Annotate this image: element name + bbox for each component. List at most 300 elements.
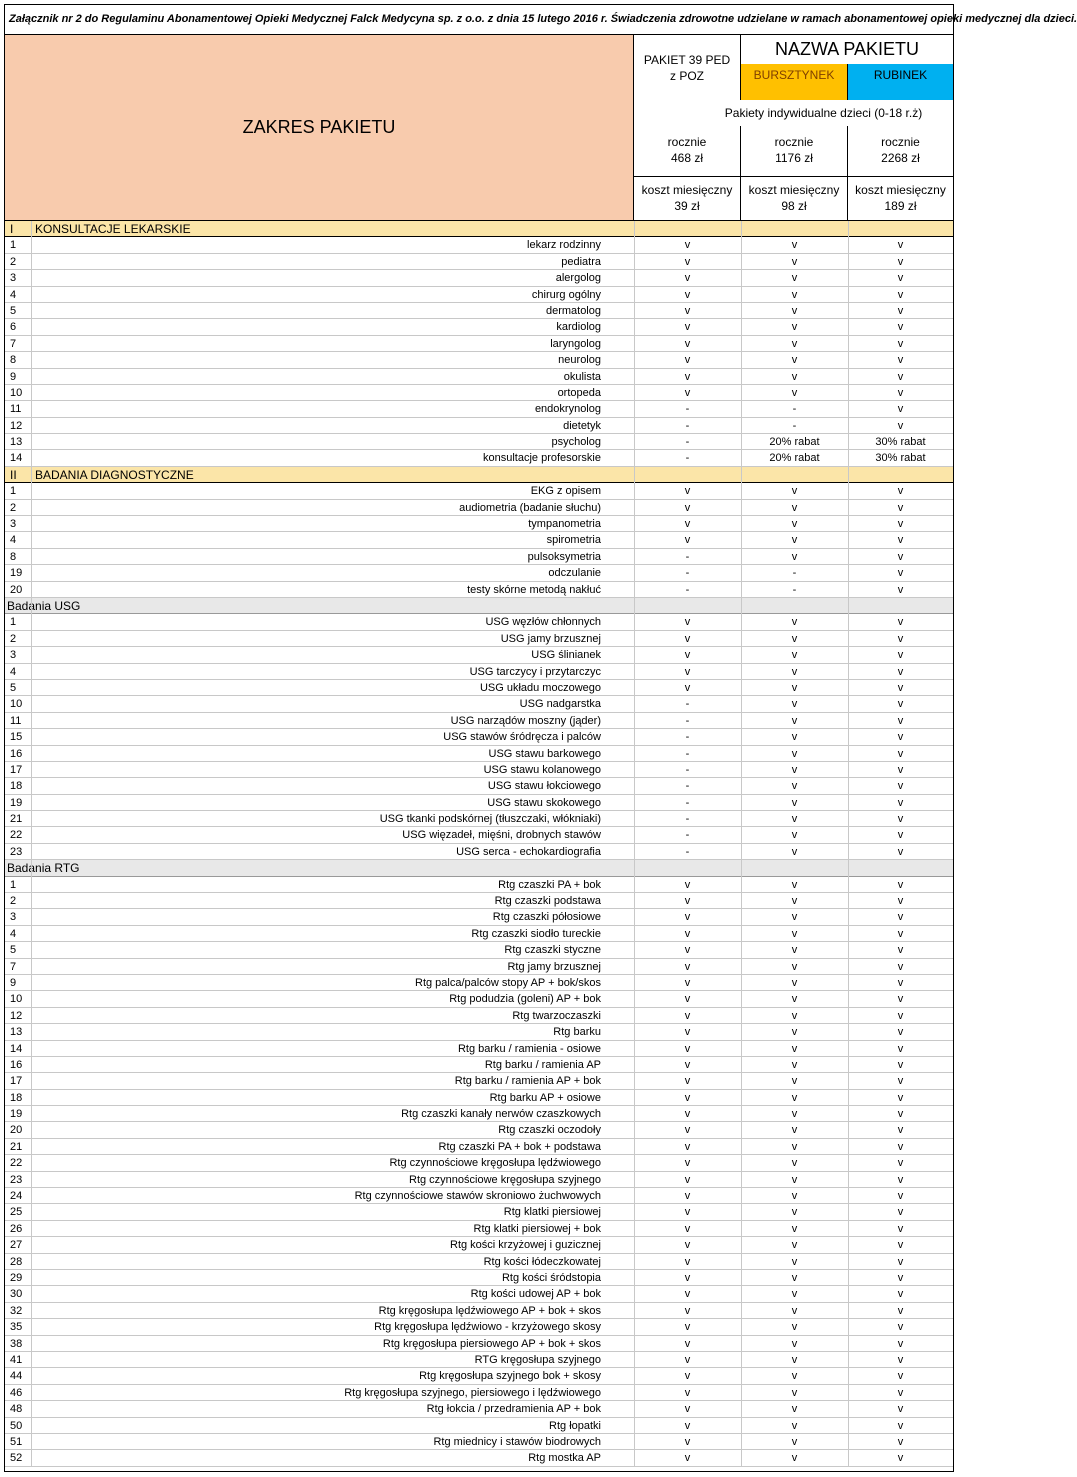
value-rubinek: v	[897, 632, 904, 645]
value-pakiet-39: v	[684, 1026, 691, 1039]
row-number: 20	[10, 583, 23, 596]
value-rubinek: v	[897, 501, 904, 514]
service-name: endokrynolog	[534, 403, 601, 416]
value-rubinek: v	[897, 567, 904, 580]
value-pakiet-39: v	[684, 944, 691, 957]
row-number: 3	[10, 272, 17, 285]
value-bursztynek: 20% rabat	[769, 436, 820, 449]
value-bursztynek: v	[791, 1272, 798, 1284]
row-number: 28	[10, 1255, 23, 1268]
table-row	[5, 893, 953, 909]
value-pakiet-39: v	[684, 1222, 691, 1235]
value-bursztynek: v	[791, 1091, 798, 1104]
service-name: Rtg barku	[553, 1026, 601, 1039]
value-rubinek: v	[897, 1058, 904, 1071]
service-name: pediatra	[561, 255, 601, 268]
value-pakiet-39: v	[684, 1206, 691, 1219]
table-row	[5, 1286, 953, 1302]
value-rubinek: v	[897, 1255, 904, 1268]
table-row	[5, 1106, 953, 1122]
row-number: 30	[10, 1288, 23, 1301]
value-bursztynek: v	[791, 1321, 798, 1334]
section-header-row	[5, 221, 953, 237]
table-row	[5, 811, 953, 827]
section-header-row	[5, 467, 953, 483]
value-rubinek: v	[897, 763, 904, 776]
value-bursztynek: v	[791, 927, 798, 940]
value-rubinek: 30% rabat	[875, 452, 926, 465]
table-row	[5, 418, 953, 434]
value-bursztynek: v	[791, 878, 798, 891]
value-rubinek: v	[897, 1222, 904, 1235]
service-name: Rtg kręgosłupa lędźwiowo - krzyżowego skosy	[374, 1321, 601, 1334]
value-pakiet-39: v	[684, 1272, 691, 1284]
value-pakiet-39: v	[684, 255, 691, 268]
row-number: 5	[10, 681, 17, 694]
package-rubinek: RUBINEK	[848, 64, 953, 100]
value-bursztynek: v	[791, 1075, 798, 1088]
table-row	[5, 959, 953, 975]
service-name: Rtg klatki piersiowej + bok	[473, 1222, 601, 1235]
value-bursztynek: v	[791, 976, 798, 989]
value-bursztynek: v	[791, 550, 798, 563]
row-number: 8	[10, 354, 17, 367]
value-rubinek: v	[897, 1272, 904, 1284]
value-bursztynek: v	[791, 485, 798, 498]
value-bursztynek: v	[791, 944, 798, 957]
row-number: 17	[10, 1075, 23, 1088]
value-bursztynek: v	[791, 534, 798, 547]
value-bursztynek: v	[791, 1190, 798, 1203]
table-row	[5, 1270, 953, 1286]
service-name: konsultacje profesorskie	[482, 452, 601, 465]
service-name: pulsoksymetria	[527, 550, 601, 563]
service-name: Rtg kości udowej AP + bok	[470, 1288, 601, 1301]
row-number: 2	[10, 501, 17, 514]
table-row	[5, 1122, 953, 1138]
monthly-price-39	[634, 176, 741, 220]
value-pakiet-39: v	[684, 1239, 691, 1252]
row-number: 1	[10, 239, 17, 252]
table-row	[5, 1221, 953, 1237]
value-rubinek: v	[897, 1353, 904, 1366]
yearly-value: 468 zł	[670, 151, 704, 165]
table-row	[5, 1385, 953, 1401]
table-row	[5, 336, 953, 352]
value-bursztynek: v	[791, 714, 798, 727]
value-bursztynek: v	[791, 304, 798, 317]
value-pakiet-39: v	[684, 1288, 691, 1301]
monthly-price-rubinek	[848, 176, 953, 220]
value-rubinek: v	[897, 1288, 904, 1301]
value-pakiet-39: v	[684, 1124, 691, 1137]
value-rubinek: 30% rabat	[875, 436, 926, 449]
value-pakiet-39: v	[684, 354, 691, 367]
value-rubinek: v	[897, 1321, 904, 1334]
table-row	[5, 369, 953, 385]
value-bursztynek: v	[791, 681, 798, 694]
service-name: Rtg kości śródstopia	[501, 1272, 601, 1284]
service-name: USG stawów śródręcza i palców	[443, 731, 601, 744]
table-row	[5, 746, 953, 762]
table-row	[5, 254, 953, 270]
value-bursztynek: v	[791, 1042, 798, 1055]
value-bursztynek: v	[791, 780, 798, 793]
service-name: neurolog	[558, 354, 601, 367]
value-rubinek: v	[897, 616, 904, 629]
service-name: Rtg łokcia / przedramienia AP + bok	[426, 1403, 601, 1416]
value-rubinek: v	[897, 304, 904, 317]
value-pakiet-39: -	[685, 796, 690, 809]
value-pakiet-39: v	[684, 1419, 691, 1432]
value-pakiet-39: v	[684, 1091, 691, 1104]
value-rubinek: v	[897, 649, 904, 662]
row-number: 16	[10, 747, 23, 760]
value-rubinek: v	[897, 1108, 904, 1121]
value-rubinek: v	[897, 747, 904, 760]
table-row	[5, 1303, 953, 1319]
value-bursztynek: v	[791, 895, 798, 908]
table-row	[5, 237, 953, 253]
value-rubinek: v	[897, 993, 904, 1006]
value-pakiet-39: v	[684, 911, 691, 924]
table-row	[5, 1073, 953, 1089]
table-row	[5, 942, 953, 958]
service-name: Rtg czynnościowe kręgosłupa szyjnego	[409, 1173, 601, 1186]
value-rubinek: v	[897, 1206, 904, 1219]
value-bursztynek: v	[791, 1009, 798, 1022]
table-row	[5, 1139, 953, 1155]
service-name: RTG kręgosłupa szyjnego	[474, 1353, 601, 1366]
value-bursztynek: v	[791, 993, 798, 1006]
value-bursztynek: v	[791, 1140, 798, 1153]
row-number: 2	[10, 632, 17, 645]
value-rubinek: v	[897, 1304, 904, 1317]
value-rubinek: v	[897, 1419, 904, 1432]
value-bursztynek: -	[792, 419, 797, 432]
scope-title: ZAKRES PAKIETU	[5, 35, 634, 220]
value-rubinek: v	[897, 288, 904, 301]
service-name: Rtg jamy brzusznej	[507, 960, 601, 973]
monthly-price-bursztynek	[741, 176, 848, 220]
column-divider	[634, 221, 635, 1467]
value-pakiet-39: v	[684, 1058, 691, 1071]
row-number: 19	[10, 796, 23, 809]
value-bursztynek: v	[791, 1370, 798, 1383]
value-bursztynek: v	[791, 1108, 798, 1121]
value-rubinek: v	[897, 1452, 904, 1465]
table-row	[5, 1254, 953, 1270]
value-bursztynek: 20% rabat	[769, 452, 820, 465]
row-number: 10	[10, 698, 23, 711]
value-rubinek: v	[897, 1386, 904, 1399]
row-number: 3	[10, 911, 17, 924]
service-name: USG więzadeł, mięśni, drobnych stawów	[402, 829, 601, 842]
yearly-label: rocznie	[881, 135, 920, 149]
service-name: psycholog	[551, 436, 601, 449]
value-rubinek: v	[897, 583, 904, 596]
table-row	[5, 1188, 953, 1204]
value-rubinek: v	[897, 829, 904, 842]
column-divider	[848, 221, 849, 1467]
value-pakiet-39: -	[685, 714, 690, 727]
service-name: USG stawu łokciowego	[487, 780, 601, 793]
value-rubinek: v	[897, 681, 904, 694]
row-number: 23	[10, 845, 23, 858]
table-row	[5, 1090, 953, 1106]
service-name: spirometria	[546, 534, 601, 547]
value-bursztynek: v	[791, 1337, 798, 1350]
row-number: 13	[10, 436, 23, 449]
row-number: 21	[10, 813, 23, 826]
row-number: 25	[10, 1206, 23, 1219]
value-rubinek: v	[897, 1190, 904, 1203]
value-bursztynek: -	[792, 403, 797, 416]
table-row	[5, 631, 953, 647]
service-name: tympanometria	[528, 518, 601, 531]
value-pakiet-39: v	[684, 1452, 691, 1465]
service-name: Rtg czynnościowe stawów skroniowo żuchwowych	[354, 1190, 601, 1203]
table-row	[5, 1434, 953, 1450]
value-bursztynek: v	[791, 1386, 798, 1399]
value-rubinek: v	[897, 698, 904, 711]
section-title: KONSULTACJE LEKARSKIE	[35, 222, 191, 236]
row-number: 41	[10, 1353, 23, 1366]
value-bursztynek: v	[791, 501, 798, 514]
table-row	[5, 1041, 953, 1057]
table-row	[5, 549, 953, 565]
service-name: okulista	[563, 370, 601, 383]
row-number: 1	[10, 485, 17, 498]
value-pakiet-39: v	[684, 239, 691, 252]
value-rubinek: v	[897, 796, 904, 809]
row-number: 14	[10, 452, 23, 465]
subsection-title: Badania USG	[7, 598, 81, 613]
table-row	[5, 303, 953, 319]
service-name: lekarz rodzinny	[527, 239, 601, 252]
value-bursztynek: v	[791, 288, 798, 301]
value-rubinek: v	[897, 518, 904, 531]
service-name: Rtg kręgosłupa piersiowego AP + bok + skos	[382, 1337, 601, 1350]
value-pakiet-39: v	[684, 649, 691, 662]
row-number: 11	[10, 403, 22, 416]
value-pakiet-39: -	[685, 731, 690, 744]
value-rubinek: v	[897, 1042, 904, 1055]
value-pakiet-39: v	[684, 681, 691, 694]
value-pakiet-39: v	[684, 993, 691, 1006]
table-row	[5, 516, 953, 532]
value-pakiet-39: v	[684, 304, 691, 317]
value-rubinek: v	[897, 1091, 904, 1104]
table-row	[5, 877, 953, 893]
row-number: 32	[10, 1304, 23, 1317]
package-39-line2: z POZ	[669, 68, 704, 83]
value-rubinek: v	[897, 1239, 904, 1252]
table-row	[5, 500, 953, 516]
value-pakiet-39: -	[685, 763, 690, 776]
services-table	[5, 221, 953, 1467]
table-row	[5, 319, 953, 335]
yearly-price-39	[634, 126, 741, 176]
value-rubinek: v	[897, 403, 904, 416]
row-number: 4	[10, 665, 17, 678]
value-rubinek: v	[897, 370, 904, 383]
value-bursztynek: v	[791, 698, 798, 711]
value-rubinek: v	[897, 534, 904, 547]
table-row	[5, 1155, 953, 1171]
value-pakiet-39: v	[684, 1304, 691, 1317]
value-rubinek: v	[897, 1337, 904, 1350]
value-rubinek: v	[897, 272, 904, 285]
value-pakiet-39: v	[684, 501, 691, 514]
table-row	[5, 614, 953, 630]
table-row	[5, 483, 953, 499]
service-name: Rtg kręgosłupa szyjnego, piersiowego i lędźwiowego	[344, 1386, 601, 1399]
value-bursztynek: v	[791, 255, 798, 268]
value-bursztynek: v	[791, 665, 798, 678]
value-bursztynek: v	[791, 354, 798, 367]
monthly-label: koszt miesięczny	[855, 183, 946, 197]
table-row	[5, 1008, 953, 1024]
table-row	[5, 287, 953, 303]
service-name: USG jamy brzusznej	[500, 632, 601, 645]
row-number: 50	[10, 1419, 23, 1432]
value-pakiet-39: v	[684, 665, 691, 678]
service-name: USG narządów moszny (jąder)	[450, 714, 601, 727]
service-name: ortopeda	[557, 386, 601, 399]
value-pakiet-39: v	[684, 878, 691, 891]
table-row	[5, 1352, 953, 1368]
value-pakiet-39: v	[684, 386, 691, 399]
value-bursztynek: -	[792, 567, 797, 580]
value-rubinek: v	[897, 1173, 904, 1186]
service-name: Rtg barku / ramienia - osiowe	[457, 1042, 601, 1055]
value-pakiet-39: v	[684, 1042, 691, 1055]
service-name: Rtg mostka AP	[528, 1452, 601, 1465]
value-pakiet-39: -	[685, 567, 690, 580]
row-number: 5	[10, 304, 17, 317]
row-number: 44	[10, 1370, 23, 1383]
value-pakiet-39: v	[684, 1009, 691, 1022]
value-rubinek: v	[897, 550, 904, 563]
service-name: Rtg czaszki podstawa	[494, 895, 601, 908]
row-number: 18	[10, 1091, 23, 1104]
value-rubinek: v	[897, 485, 904, 498]
service-name: EKG z opisem	[530, 485, 601, 498]
value-rubinek: v	[897, 1370, 904, 1383]
row-number: 46	[10, 1386, 23, 1399]
row-number: 9	[10, 976, 17, 989]
row-number: 4	[10, 534, 17, 547]
monthly-value: 39 zł	[674, 199, 700, 213]
service-name: USG ślinianek	[531, 649, 601, 662]
value-bursztynek: v	[791, 1304, 798, 1317]
subsection-title: Badania RTG	[7, 861, 80, 876]
value-pakiet-39: v	[684, 1190, 691, 1203]
value-pakiet-39: v	[684, 1108, 691, 1121]
value-rubinek: v	[897, 1157, 904, 1170]
row-number: 20	[10, 1124, 23, 1137]
row-number: 51	[10, 1435, 23, 1448]
value-bursztynek: v	[791, 239, 798, 252]
service-name: alergolog	[555, 272, 601, 285]
monthly-label: koszt miesięczny	[748, 183, 840, 197]
value-pakiet-39: -	[685, 813, 690, 826]
service-name: USG stawu skokowego	[487, 796, 601, 809]
table-row	[5, 795, 953, 811]
value-bursztynek: v	[791, 1206, 798, 1219]
column-divider	[741, 221, 742, 1467]
value-rubinek: v	[897, 1026, 904, 1039]
value-pakiet-39: v	[684, 321, 691, 334]
attachment-note: Załącznik nr 2 do Regulaminu Abonamentowej Opieki Medycznej Falck Medycyna sp. z o.o. z dnia 15 lutego 2016 r. Świadczenia zdrowotne udzielane w ramach abonamentowej opieki medycznej dla dzieci.	[5, 5, 953, 35]
row-number: 9	[10, 370, 17, 383]
value-pakiet-39: v	[684, 1140, 691, 1153]
table-row	[5, 434, 953, 450]
service-name: Rtg podudzia (goleni) AP + bok	[449, 993, 601, 1006]
table-row	[5, 270, 953, 286]
table-row	[5, 1336, 953, 1352]
value-pakiet-39: -	[685, 780, 690, 793]
row-number: 27	[10, 1239, 23, 1252]
yearly-label: rocznie	[774, 135, 814, 149]
value-rubinek: v	[897, 1140, 904, 1153]
value-pakiet-39: v	[684, 272, 691, 285]
column-divider	[31, 221, 32, 1467]
table-row	[5, 352, 953, 368]
row-number: 3	[10, 518, 17, 531]
service-name: laryngolog	[550, 337, 601, 350]
value-rubinek: v	[897, 337, 904, 350]
row-number: 5	[10, 944, 17, 957]
service-name: testy skórne metodą nakłuć	[467, 583, 601, 596]
row-number: 4	[10, 927, 17, 940]
service-name: Rtg kości krzyżowej i guzicznej	[450, 1239, 601, 1252]
value-pakiet-39: v	[684, 370, 691, 383]
value-pakiet-39: v	[684, 1370, 691, 1383]
value-rubinek: v	[897, 1403, 904, 1416]
service-name: kardiolog	[556, 321, 601, 334]
value-bursztynek: v	[791, 960, 798, 973]
table-row	[5, 1319, 953, 1335]
table-row	[5, 975, 953, 991]
row-number: 8	[10, 550, 17, 563]
value-pakiet-39: v	[684, 337, 691, 350]
value-pakiet-39: v	[684, 1386, 691, 1399]
value-bursztynek: v	[791, 386, 798, 399]
value-bursztynek: v	[791, 1239, 798, 1252]
table-row	[5, 909, 953, 925]
service-name: Rtg czaszki PA + bok	[498, 878, 601, 891]
value-pakiet-39: v	[684, 1403, 691, 1416]
package-header	[5, 35, 953, 221]
value-rubinek: v	[897, 731, 904, 744]
value-pakiet-39: v	[684, 927, 691, 940]
value-rubinek: v	[897, 239, 904, 252]
package-name-title: NAZWA PAKIETU	[774, 39, 920, 59]
value-pakiet-39: -	[685, 436, 690, 449]
value-pakiet-39: v	[684, 976, 691, 989]
individual-packages-label: Pakiety indywidualne dzieci (0-18 r.ż)	[724, 106, 923, 120]
value-rubinek: v	[897, 1075, 904, 1088]
value-pakiet-39: v	[684, 1157, 691, 1170]
value-rubinek: v	[897, 386, 904, 399]
service-name: Rtg kręgosłupa lędźwiowego AP + bok + skos	[378, 1304, 601, 1317]
row-number: 6	[10, 321, 17, 334]
row-number: 12	[10, 419, 23, 432]
row-number: 22	[10, 829, 23, 842]
value-pakiet-39: v	[684, 1321, 691, 1334]
